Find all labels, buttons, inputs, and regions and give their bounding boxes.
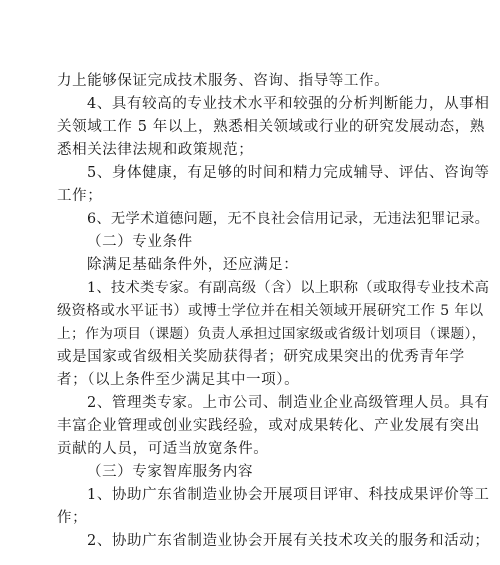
section-heading: （二）专业条件 [87, 234, 193, 250]
text-line: 1、技术类专家。有副高级（含）以上职称（或取得专业技术高 [87, 280, 490, 296]
section-heading: （三）专家智库服务内容 [87, 464, 254, 480]
text-line: 力上能够保证完成技术服务、咨询、指导等工作。 [57, 73, 390, 89]
text-line: 贡献的人员，可适当放宽条件。 [57, 441, 269, 457]
text-line: 1、协助广东省制造业协会开展项目评审、科技成果评价等工 [87, 487, 490, 503]
text-line: 上；作为项目（课题）负责人承担过国家级或省级计划项目（课题）， [57, 326, 486, 342]
text-line: 丰富企业管理或创业实践经验，或对成果转化、产业发展有突出 [57, 418, 480, 434]
text-line: 除满足基础条件外，还应满足： [87, 257, 299, 273]
text-line: 5、身体健康，有足够的时间和精力完成辅导、评估、咨询等 [87, 165, 490, 181]
text-line: 或是国家或省级相关奖励获得者；研究成果突出的优秀青年学 [57, 349, 465, 365]
text-line: 作； [57, 510, 88, 526]
text-line: 工作； [57, 188, 103, 204]
text-line: 关领域工作 5 年以上，熟悉相关领域或行业的研究发展动态，熟 [57, 119, 485, 135]
text-line: 悉相关法律法规和政策规范； [57, 142, 254, 158]
text-line: 者；（以上条件至少满足其中一项）。 [57, 372, 300, 388]
text-line: 4、具有较高的专业技术水平和较强的分析判断能力，从事相 [87, 96, 490, 112]
text-line: 2、管理类专家。上市公司、制造业企业高级管理人员。具有 [87, 395, 490, 411]
text-line: 6、无学术道德问题，无不良社会信用记录，无违法犯罪记录。 [87, 211, 490, 227]
text-line: 级资格或水平证书）或博士学位并在相关领域开展研究工作 5 年以 [57, 303, 484, 319]
text-line: 2、协助广东省制造业协会开展有关技术攻关的服务和活动； [87, 533, 490, 549]
